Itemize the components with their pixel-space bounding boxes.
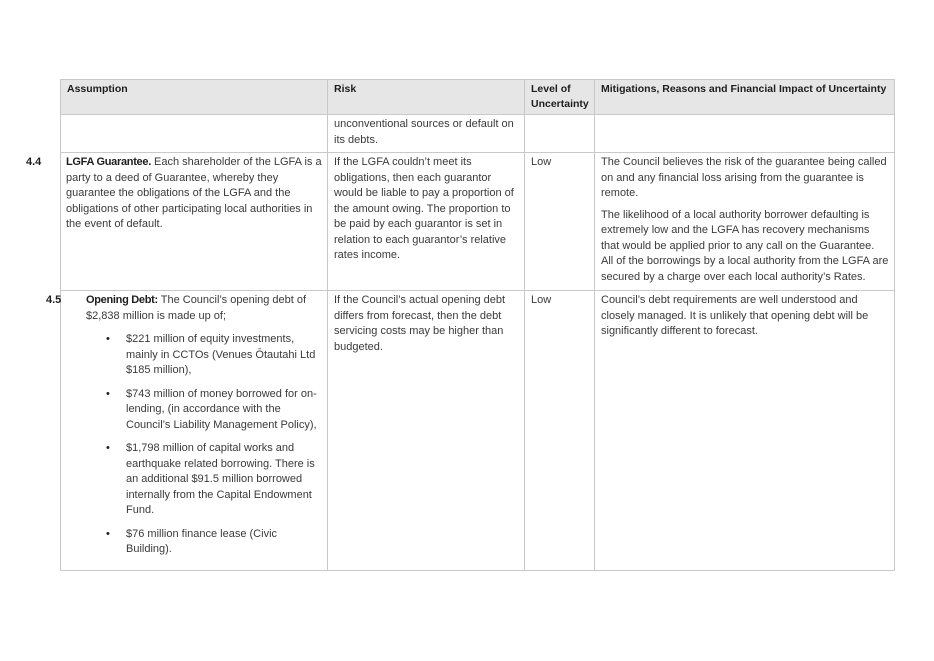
level-cell-4-4 bbox=[525, 153, 595, 291]
continuation-risk-text: unconventional sources or default on its debts. bbox=[334, 118, 514, 146]
level-text: Low bbox=[531, 156, 552, 168]
risk-text: If the LGFA couldn’t meet its obligations, then each guarantor would be liable to pay a proportion of the amount owing. The proportion to be paid by each guarantor is set in relation to each guarantor’s relative rates income. bbox=[334, 156, 514, 261]
table-row-continuation bbox=[61, 115, 895, 153]
list-item: • $221 million of equity investments, mainly in CCTOs (Venues Ōtautahi Ltd $185 million), bbox=[126, 332, 322, 379]
mitigations-block bbox=[595, 291, 894, 344]
mitigation-paragraph: The likelihood of a local authority borrower defaulting is extremely low and the LGFA has recovery mechanisms that would be applied prior to any call on the Guarantee. All of the borrowings by a local authority from the LGFA are secured by a charge over each local authority’s Rates. bbox=[601, 208, 889, 283]
list-item: • $1,798 million of capital works and earthquake related borrowing. There is an additional $91.5 million borrowed internally from the Capital Endowment Fund. bbox=[126, 441, 322, 519]
debt-breakdown-list bbox=[66, 332, 322, 558]
table-row-4-4 bbox=[61, 153, 895, 291]
mitigations-cell-4-4 bbox=[595, 153, 895, 291]
assumption-text: Each shareholder of the LGFA is a party to a deed of Guarantee, whereby they guarantee the obligations of the LGFA and the obligations of other participating local authorities in the event of default. bbox=[66, 156, 322, 230]
assumptions-table bbox=[26, 79, 895, 571]
assumption-intro bbox=[46, 293, 322, 324]
assumption-cell-4-4 bbox=[26, 153, 328, 291]
continuation-mitigations-cell bbox=[595, 115, 895, 153]
continuation-risk-cell bbox=[328, 115, 525, 153]
assumption-heading: Opening Debt: bbox=[86, 294, 158, 306]
list-item: • $743 million of money borrowed for on-lending, (in accordance with the Council’s Liability Management Policy), bbox=[126, 387, 322, 434]
assumption-text: The Council’s opening debt of $2,838 million is made up of; bbox=[86, 294, 307, 322]
assumption-cell-4-5 bbox=[46, 291, 328, 571]
level-cell-4-5 bbox=[525, 291, 595, 571]
mitigations-cell-4-5 bbox=[595, 291, 895, 571]
risk-text: If the Council’s actual opening debt differs from forecast, then the debt servicing costs may be higher than budgeted. bbox=[334, 294, 506, 353]
assumption-number: 4.4 bbox=[26, 156, 42, 168]
assumption-4-5 bbox=[46, 291, 327, 570]
risk-cell-4-4 bbox=[328, 153, 525, 291]
mitigation-paragraph: The Council believes the risk of the guarantee being called on and any financial loss arising from the guarantee is remote. bbox=[601, 156, 887, 199]
list-item: • $76 million finance lease (Civic Building). bbox=[126, 527, 322, 558]
mitigations-block bbox=[595, 153, 894, 289]
assumption-heading: LGFA Guarantee. bbox=[66, 156, 151, 168]
header-risk: Risk bbox=[328, 80, 525, 115]
table-row-4-5 bbox=[61, 291, 895, 571]
assumption-4-4 bbox=[26, 153, 327, 237]
header-row bbox=[61, 80, 895, 115]
header-mitigations: Mitigations, Reasons and Financial Impact of Uncertainty bbox=[595, 80, 895, 115]
header-level-of-uncertainty: Level of Uncertainty bbox=[525, 80, 595, 115]
risk-cell-4-5 bbox=[328, 291, 525, 571]
assumption-number: 4.5 bbox=[46, 294, 62, 306]
mitigation-paragraph: Council’s debt requirements are well understood and closely managed. It is unlikely that opening debt will be significantly different to forecast. bbox=[601, 294, 869, 337]
continuation-assumption-cell bbox=[61, 115, 328, 153]
header-assumption: Assumption bbox=[61, 80, 328, 115]
level-text: Low bbox=[531, 294, 552, 306]
continuation-level-cell bbox=[525, 115, 595, 153]
